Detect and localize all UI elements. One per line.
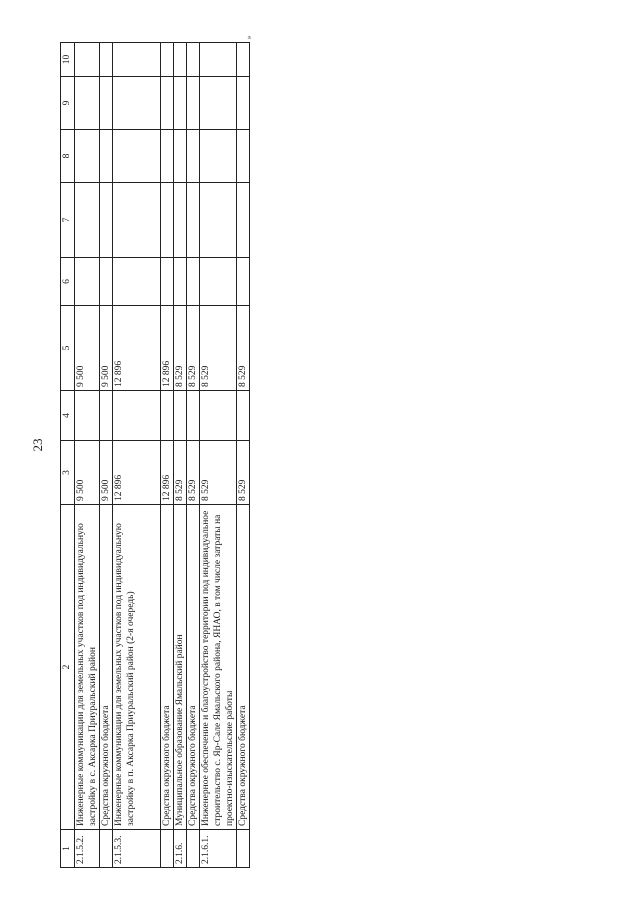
row-name: Средства окружного бюджета [161,505,174,830]
row-code [187,830,200,868]
row-code [161,830,174,868]
header-cell: 7 [61,183,75,258]
cell-col6 [200,258,237,306]
row-code: 2.1.6. [174,830,187,868]
cell-col4 [187,391,200,441]
cell-col4 [161,391,174,441]
cell-col9 [75,77,100,130]
cell-col4 [100,391,113,441]
cell-col8 [200,130,237,183]
cell-col5: 8 529 [174,306,187,391]
table-row [200,43,237,868]
cell-col10 [187,43,200,77]
cell-col6 [174,258,187,306]
cell-col10 [75,43,100,77]
cell-col6 [187,258,200,306]
cell-col10 [113,43,161,77]
header-cell: 9 [61,77,75,130]
cell-col10 [237,43,250,77]
rotated-table-container [60,43,290,868]
row-name: Средства окружного бюджета [100,505,113,830]
table-row [187,43,200,868]
cell-col8 [113,130,161,183]
cell-col7 [200,183,237,258]
cell-col3: 12 896 [161,441,174,505]
cell-col9 [113,77,161,130]
row-name: Средства окружного бюджета [237,505,250,830]
cell-col5: 8 529 [187,306,200,391]
cell-col4 [113,391,161,441]
row-code: 2.1.6.1. [200,830,237,868]
header-cell: 1 [61,830,75,868]
cell-col10 [100,43,113,77]
cell-col9 [187,77,200,130]
table-row [75,43,100,868]
header-cell: 8 [61,130,75,183]
cell-col8 [174,130,187,183]
table-row [174,43,187,868]
cell-col8 [75,130,100,183]
row-code: 2.1.5.2. [75,830,100,868]
cell-col7 [113,183,161,258]
cell-col9 [200,77,237,130]
cell-col4 [200,391,237,441]
row-code: 2.1.5.3. [113,830,161,868]
cell-col5: 9 500 [100,306,113,391]
cell-col5: 9 500 [75,306,100,391]
header-cell: 3 [61,441,75,505]
table-row [113,43,161,868]
header-cell: 10 [61,43,75,77]
cell-col8 [237,130,250,183]
cell-col8 [100,130,113,183]
cell-col4 [174,391,187,441]
row-name: Муниципальное образование Ямальский район [174,505,187,830]
cell-col7 [174,183,187,258]
cell-col10 [200,43,237,77]
cell-col9 [174,77,187,130]
cell-col9 [161,77,174,130]
row-code [100,830,113,868]
header-cell: 5 [61,306,75,391]
table-row [100,43,113,868]
table-row [237,43,250,868]
header-cell: 4 [61,391,75,441]
page-number: 23 [30,438,45,452]
budget-table [60,42,250,868]
row-name: Инженерное обеспечение и благоустройство территории под индивидуальное строительство с. Яр-Сале Ямальского района, ЯНАО, в том числе затраты на проектно-изыскательские работы [200,505,237,830]
cell-col5: 8 529 [200,306,237,391]
cell-col5: 12 896 [161,306,174,391]
cell-col10 [161,43,174,77]
header-cell: 2 [61,505,75,830]
cell-col4 [75,391,100,441]
cell-col6 [100,258,113,306]
cell-col7 [100,183,113,258]
cell-col7 [75,183,100,258]
cell-col6 [113,258,161,306]
cell-col3: 9 500 [75,441,100,505]
cell-col5: 8 529 [237,306,250,391]
cell-col3: 8 529 [187,441,200,505]
cell-col7 [187,183,200,258]
cell-col3: 8 529 [237,441,250,505]
cell-col7 [237,183,250,258]
cell-col7 [161,183,174,258]
row-name: Инженерные коммуникации для земельных участков под индивидуальную застройку в с. Аксарка Приуральский район [75,505,100,830]
cell-col5: 12 896 [113,306,161,391]
cell-col3: 12 896 [113,441,161,505]
cell-col8 [187,130,200,183]
cell-col10 [174,43,187,77]
cell-col9 [100,77,113,130]
table-row [161,43,174,868]
cell-col6 [75,258,100,306]
scan-speck: » [244,35,254,40]
cell-col3: 9 500 [100,441,113,505]
cell-col3: 8 529 [174,441,187,505]
cell-col6 [237,258,250,306]
cell-col4 [237,391,250,441]
cell-col8 [161,130,174,183]
cell-col9 [237,77,250,130]
header-cell: 6 [61,258,75,306]
row-name: Инженерные коммуникации для земельных участков под индивидуальную застройку в п. Аксарка Приуральский район (2-я очередь) [113,505,161,830]
table-header-row [61,43,75,868]
cell-col6 [161,258,174,306]
row-code [237,830,250,868]
row-name: Средства окружного бюджета [187,505,200,830]
cell-col3: 8 529 [200,441,237,505]
